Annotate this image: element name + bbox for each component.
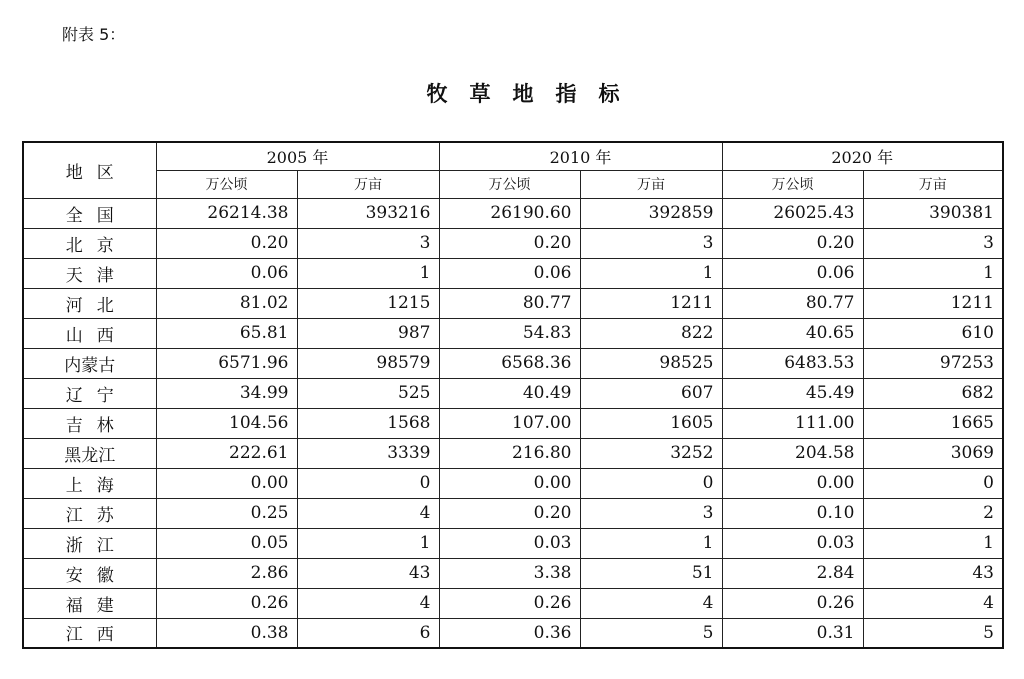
region-cell: 安徽	[23, 558, 156, 588]
table-row	[23, 198, 1003, 228]
value-cell: 1	[580, 258, 722, 288]
value-cell: 0.20	[156, 228, 297, 258]
value-cell: 107.00	[439, 408, 580, 438]
value-cell: 80.77	[439, 288, 580, 318]
unit-header-hectare: 万公顷	[439, 170, 580, 198]
header-row-units	[23, 170, 1003, 198]
value-cell: 1211	[580, 288, 722, 318]
value-cell: 2	[863, 498, 1003, 528]
value-cell: 26214.38	[156, 198, 297, 228]
value-cell: 81.02	[156, 288, 297, 318]
value-cell: 45.49	[722, 378, 863, 408]
value-cell: 987	[297, 318, 439, 348]
table-row	[23, 468, 1003, 498]
value-cell: 6	[297, 618, 439, 648]
value-cell: 0.03	[439, 528, 580, 558]
value-cell: 104.56	[156, 408, 297, 438]
value-cell: 98579	[297, 348, 439, 378]
appendix-label: 附表 5：	[62, 25, 126, 44]
value-cell: 3	[580, 228, 722, 258]
value-cell: 3	[863, 228, 1003, 258]
table-row	[23, 498, 1003, 528]
value-cell: 0.25	[156, 498, 297, 528]
region-cell: 辽宁	[23, 378, 156, 408]
value-cell: 0	[297, 468, 439, 498]
value-cell: 0.06	[439, 258, 580, 288]
value-cell: 3	[297, 228, 439, 258]
value-cell: 0.26	[439, 588, 580, 618]
year-header: 2010 年	[439, 142, 722, 170]
value-cell: 0.38	[156, 618, 297, 648]
table-row	[23, 528, 1003, 558]
value-cell: 3069	[863, 438, 1003, 468]
table-row	[23, 258, 1003, 288]
value-cell: 4	[863, 588, 1003, 618]
value-cell: 1	[580, 528, 722, 558]
region-cell: 上海	[23, 468, 156, 498]
value-cell: 54.83	[439, 318, 580, 348]
region-cell: 全国	[23, 198, 156, 228]
value-cell: 26025.43	[722, 198, 863, 228]
region-cell: 江西	[23, 618, 156, 648]
value-cell: 822	[580, 318, 722, 348]
value-cell: 0.05	[156, 528, 297, 558]
value-cell: 40.49	[439, 378, 580, 408]
region-cell: 黑龙江	[23, 438, 156, 468]
region-cell: 天津	[23, 258, 156, 288]
region-cell: 江苏	[23, 498, 156, 528]
value-cell: 204.58	[722, 438, 863, 468]
page-title: 牧草地指标	[426, 82, 642, 106]
value-cell: 4	[580, 588, 722, 618]
value-cell: 0.36	[439, 618, 580, 648]
value-cell: 4	[297, 588, 439, 618]
unit-header-hectare: 万公顷	[722, 170, 863, 198]
value-cell: 0.26	[722, 588, 863, 618]
header-row-years	[23, 142, 1003, 170]
value-cell: 1	[297, 528, 439, 558]
value-cell: 98525	[580, 348, 722, 378]
value-cell: 0.00	[722, 468, 863, 498]
value-cell: 1211	[863, 288, 1003, 318]
table-row	[23, 378, 1003, 408]
year-header: 2005 年	[156, 142, 439, 170]
grassland-indicator-table	[22, 141, 1004, 649]
table-row	[23, 558, 1003, 588]
value-cell: 216.80	[439, 438, 580, 468]
table-row	[23, 588, 1003, 618]
value-cell: 0	[863, 468, 1003, 498]
table-row	[23, 228, 1003, 258]
region-cell: 内蒙古	[23, 348, 156, 378]
value-cell: 5	[863, 618, 1003, 648]
value-cell: 610	[863, 318, 1003, 348]
value-cell: 51	[580, 558, 722, 588]
value-cell: 1215	[297, 288, 439, 318]
value-cell: 222.61	[156, 438, 297, 468]
value-cell: 1665	[863, 408, 1003, 438]
region-cell: 山西	[23, 318, 156, 348]
unit-header-mu: 万亩	[297, 170, 439, 198]
unit-header-mu: 万亩	[580, 170, 722, 198]
year-header: 2020 年	[722, 142, 1003, 170]
value-cell: 65.81	[156, 318, 297, 348]
region-cell: 吉林	[23, 408, 156, 438]
unit-header-mu: 万亩	[863, 170, 1003, 198]
value-cell: 682	[863, 378, 1003, 408]
table-row	[23, 438, 1003, 468]
region-column-header: 地区	[23, 142, 156, 198]
value-cell: 0.20	[439, 498, 580, 528]
table-row	[23, 408, 1003, 438]
value-cell: 607	[580, 378, 722, 408]
value-cell: 5	[580, 618, 722, 648]
value-cell: 1605	[580, 408, 722, 438]
value-cell: 34.99	[156, 378, 297, 408]
value-cell: 0.20	[439, 228, 580, 258]
value-cell: 6571.96	[156, 348, 297, 378]
region-cell: 浙江	[23, 528, 156, 558]
region-cell: 福建	[23, 588, 156, 618]
value-cell: 392859	[580, 198, 722, 228]
region-cell: 北京	[23, 228, 156, 258]
value-cell: 26190.60	[439, 198, 580, 228]
value-cell: 3339	[297, 438, 439, 468]
value-cell: 40.65	[722, 318, 863, 348]
value-cell: 111.00	[722, 408, 863, 438]
value-cell: 525	[297, 378, 439, 408]
table-row	[23, 618, 1003, 648]
value-cell: 2.84	[722, 558, 863, 588]
value-cell: 80.77	[722, 288, 863, 318]
value-cell: 43	[297, 558, 439, 588]
value-cell: 1	[863, 258, 1003, 288]
value-cell: 393216	[297, 198, 439, 228]
value-cell: 0.10	[722, 498, 863, 528]
value-cell: 97253	[863, 348, 1003, 378]
value-cell: 0.06	[722, 258, 863, 288]
value-cell: 0.20	[722, 228, 863, 258]
value-cell: 3.38	[439, 558, 580, 588]
value-cell: 0.00	[439, 468, 580, 498]
table-row	[23, 288, 1003, 318]
value-cell: 2.86	[156, 558, 297, 588]
value-cell: 4	[297, 498, 439, 528]
value-cell: 0.00	[156, 468, 297, 498]
unit-header-hectare: 万公顷	[156, 170, 297, 198]
value-cell: 1	[297, 258, 439, 288]
value-cell: 43	[863, 558, 1003, 588]
value-cell: 1	[863, 528, 1003, 558]
table-row	[23, 318, 1003, 348]
region-cell: 河北	[23, 288, 156, 318]
value-cell: 3252	[580, 438, 722, 468]
value-cell: 0.26	[156, 588, 297, 618]
value-cell: 0.03	[722, 528, 863, 558]
value-cell: 6568.36	[439, 348, 580, 378]
table-row	[23, 348, 1003, 378]
value-cell: 0.31	[722, 618, 863, 648]
value-cell: 0.06	[156, 258, 297, 288]
value-cell: 3	[580, 498, 722, 528]
value-cell: 1568	[297, 408, 439, 438]
value-cell: 0	[580, 468, 722, 498]
value-cell: 390381	[863, 198, 1003, 228]
value-cell: 6483.53	[722, 348, 863, 378]
